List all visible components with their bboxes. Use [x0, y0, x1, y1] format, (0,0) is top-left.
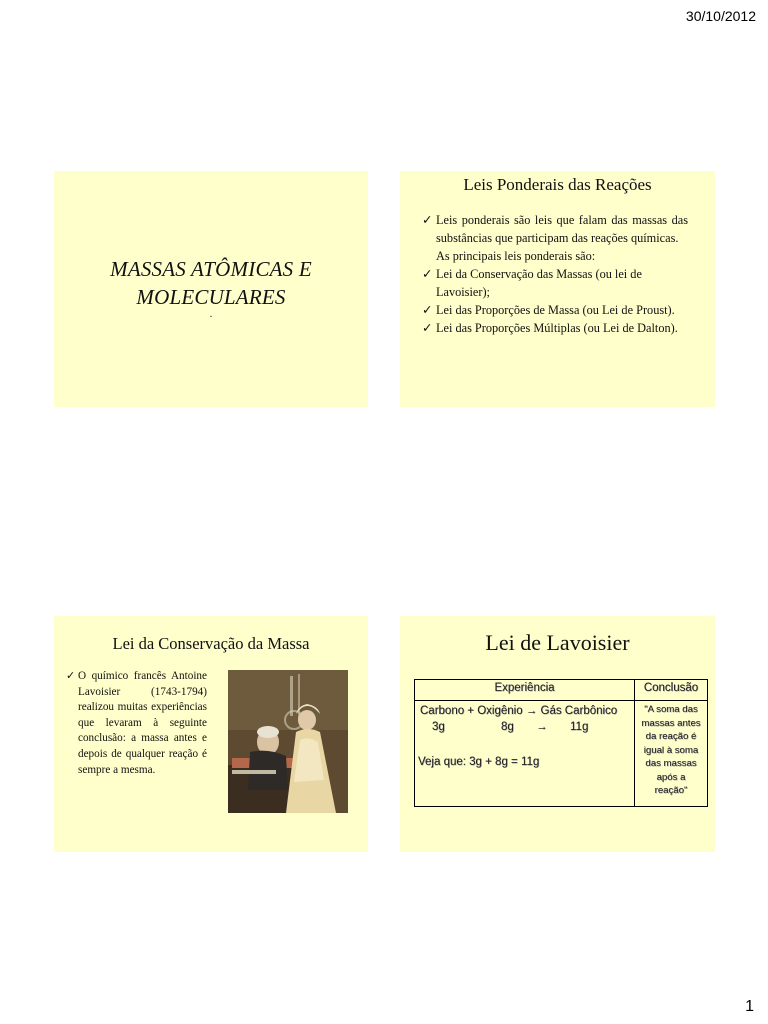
- table-divider: [415, 700, 707, 701]
- slide-1-title: [54, 255, 368, 311]
- conclusion-line: após a: [656, 771, 686, 783]
- checkmark-icon: ✓: [422, 303, 433, 317]
- mass-check-text: Veja que: 3g + 8g = 11g: [418, 756, 540, 768]
- checkmark-icon: ✓: [422, 267, 433, 281]
- law-text: Lei da Conservação das Massas (ou lei de Lavoisier);: [436, 267, 642, 299]
- lead-text: As principais leis ponderais são:: [436, 249, 596, 263]
- slide-1-dot: .: [209, 309, 213, 320]
- conclusion-line: da reação é: [645, 731, 697, 742]
- portrait-painting-icon: [228, 670, 348, 813]
- list-item: [422, 301, 688, 319]
- reaction-text: Carbono + Oxigênio → Gás Carbônico: [420, 705, 618, 717]
- checkmark-icon: ✓: [422, 321, 433, 335]
- slide-2: [400, 171, 715, 407]
- slide-3: [54, 616, 368, 852]
- date-stamp: 30/10/2012: [685, 8, 756, 24]
- lavoisier-portrait-image: [228, 670, 348, 813]
- conclusion-text: [635, 703, 707, 798]
- conclusion-line: "A soma das: [644, 704, 698, 715]
- table-header-experience: Experiência: [494, 682, 555, 694]
- conclusion-line: massas antes: [641, 717, 701, 729]
- checkmark-icon: ✓: [66, 670, 76, 682]
- mass-product: 11g: [570, 721, 589, 733]
- conclusion-line: igual à soma: [643, 744, 699, 756]
- slide-1: [54, 171, 368, 407]
- slide-3-body: [66, 669, 207, 778]
- slide-2-title: Leis Ponderais das Reações: [463, 175, 652, 194]
- slide-4-title: Lei de Lavoisier: [485, 630, 630, 655]
- law-text: Lei das Proporções Múltiplas (ou Lei de Dalton).: [436, 321, 678, 335]
- slide-1-title-line-1: MASSAS ATÔMICAS E: [110, 257, 312, 281]
- slide-1-title-line-2: MOLECULARES: [136, 285, 286, 309]
- slide-2-body: [422, 211, 688, 337]
- list-item: [422, 265, 688, 301]
- law-text: Lei das Proporções de Massa (ou Lei de Proust).: [436, 303, 675, 317]
- page-number: 1: [745, 998, 754, 1015]
- checkmark-icon: ✓: [422, 213, 433, 227]
- intro-text: Leis ponderais são leis que falam das massas das substâncias que participam das reações químicas.: [436, 213, 688, 245]
- mass-oxygen: 8g: [501, 721, 514, 733]
- mass-carbon: 3g: [432, 721, 445, 733]
- conclusion-line: das massas: [645, 758, 697, 769]
- slide-3-title: Lei da Conservação da Massa: [112, 634, 310, 653]
- conclusion-line: reação": [654, 785, 688, 796]
- slide-4: [400, 616, 715, 852]
- lavoisier-text: O químico francês Antoine Lavoisier (1743-1794) realizou muitas experiências que levaram à seguinte conclusão: a massa antes e depois de qualquer reação é sempre a mesma.: [78, 670, 207, 776]
- table-header-conclusion: Conclusão: [643, 682, 699, 694]
- experiment-table: [414, 679, 708, 807]
- arrow-icon: →: [536, 721, 548, 733]
- list-item: [66, 669, 207, 778]
- list-item: [422, 211, 688, 247]
- list-item: [422, 319, 688, 337]
